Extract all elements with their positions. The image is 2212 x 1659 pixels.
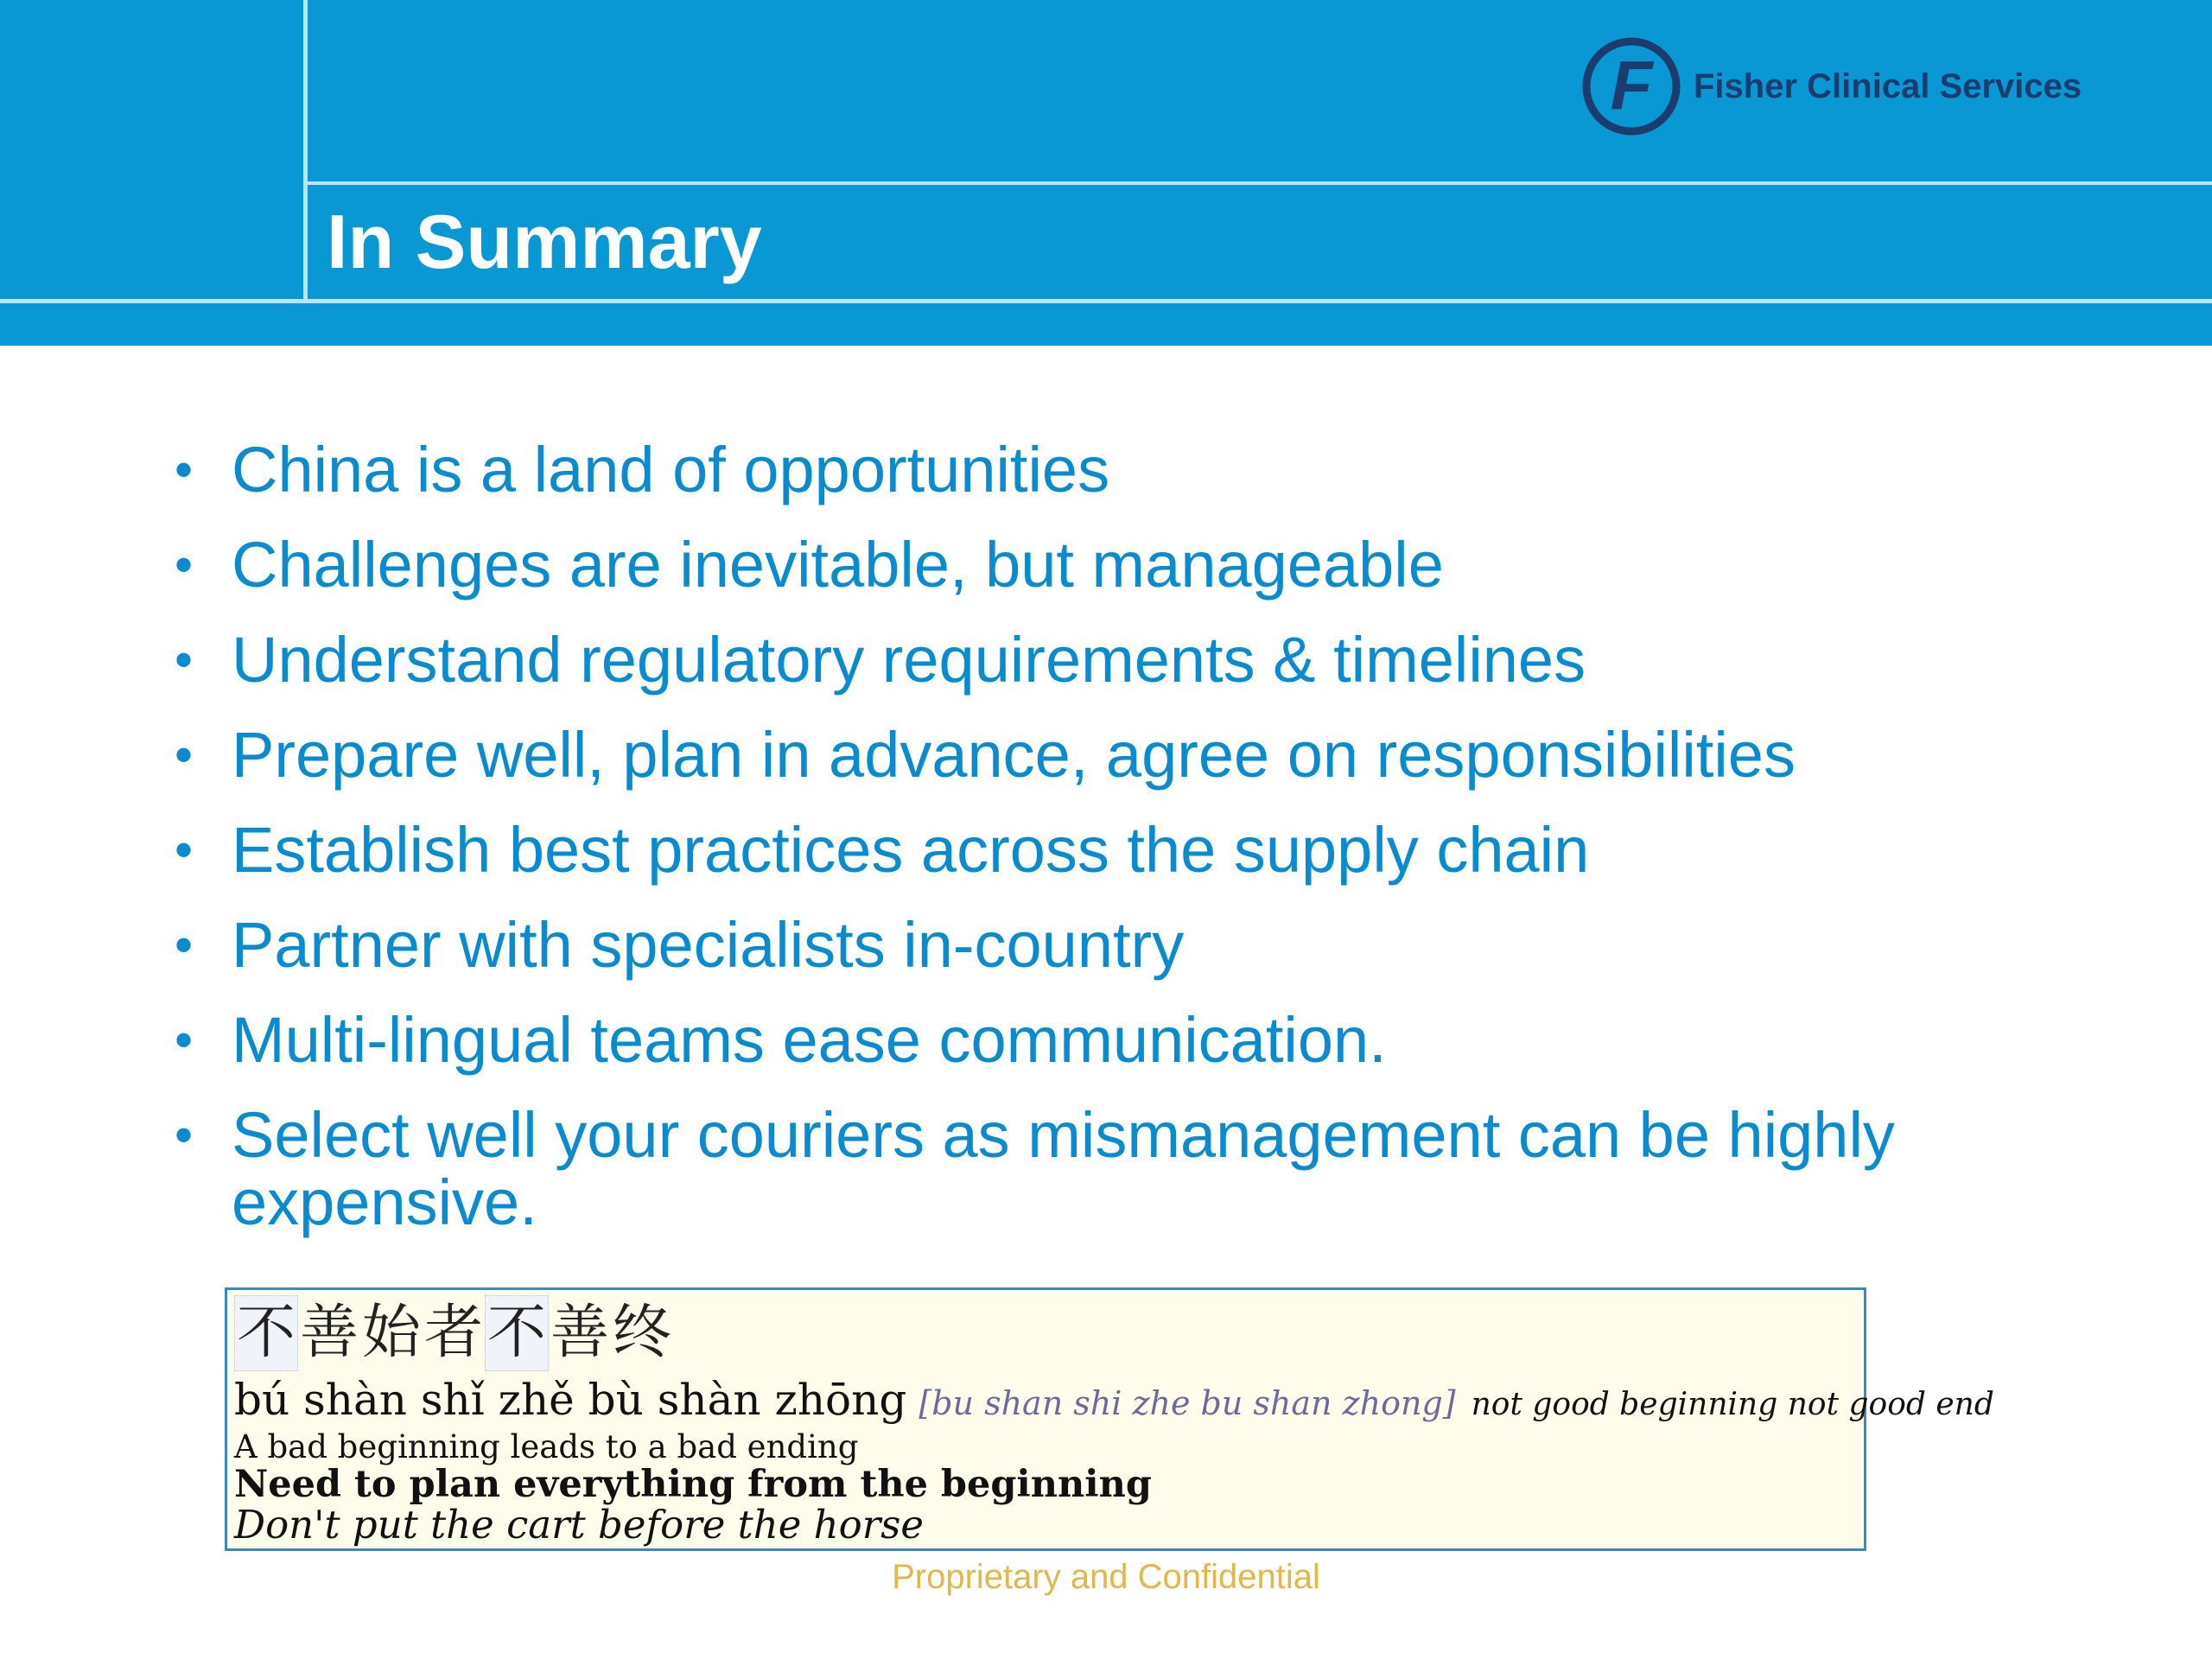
proverb-meaning: A bad beginning leads to a bad ending <box>234 1428 859 1465</box>
proverb-literal: not good beginning not good end <box>1471 1387 1994 1422</box>
proverb-pinyin: bú shàn shǐ zhě bù shàn zhōng <box>234 1375 907 1425</box>
bullet-text: Prepare well, plan in advance, agree on responsibilities <box>232 719 1796 791</box>
proverb-plan-note: Need to plan everything from the beginning <box>234 1463 1152 1506</box>
header-horizontal-divider <box>308 181 2212 185</box>
bullet-icon: • <box>175 1011 194 1069</box>
proverb-char: 始 <box>361 1299 421 1367</box>
bullet-icon: • <box>175 1106 194 1164</box>
summary-bullet-list <box>164 436 2117 1264</box>
bullet-icon: • <box>175 536 194 594</box>
proverb-pinyin-row <box>234 1375 1994 1435</box>
bullet-text: Select well your couriers as mismanagement can be highly expensive. <box>232 1099 1895 1238</box>
bullet-item <box>164 721 2117 789</box>
proverb-char: 善 <box>299 1299 359 1367</box>
brand-name: Fisher Clinical Services <box>1694 67 2082 105</box>
proverb-characters <box>234 1295 673 1373</box>
bullet-item <box>164 1099 2117 1238</box>
bullet-text: Multi-lingual teams ease communication. <box>232 1004 1387 1076</box>
proverb-char: 不 <box>485 1295 549 1371</box>
bullet-item <box>164 1004 2117 1076</box>
proverb-romanization: [bu shan shi zhe bu shan zhong] <box>918 1384 1456 1422</box>
proverb-char: 不 <box>234 1295 298 1371</box>
bullet-text: China is a land of opportunities <box>232 434 1110 505</box>
bullet-icon: • <box>175 726 194 784</box>
logo-letter: F <box>1610 47 1653 124</box>
slide-title: In Summary <box>327 199 762 284</box>
fisher-logo-icon <box>1580 35 1683 138</box>
bullet-icon: • <box>175 631 194 689</box>
bullet-text: Establish best practices across the supply chain <box>232 814 1590 886</box>
proverb-char: 者 <box>423 1299 483 1367</box>
bullet-text: Partner with specialists in-country <box>232 909 1185 981</box>
proverb-char: 终 <box>612 1299 671 1367</box>
bullet-item <box>164 626 2117 694</box>
header-band <box>0 0 2212 346</box>
bullet-item <box>164 436 2117 504</box>
footer-confidential: Proprietary and Confidential <box>892 1558 1320 1596</box>
header-vertical-divider <box>303 0 308 302</box>
header-bottom-divider <box>0 299 2212 303</box>
bullet-item <box>164 531 2117 599</box>
bullet-item <box>164 909 2117 981</box>
bullet-text: Understand regulatory requirements & timelines <box>232 624 1586 696</box>
bullet-icon: • <box>175 916 194 974</box>
proverb-box <box>225 1287 1994 1551</box>
proverb-char: 善 <box>550 1299 609 1367</box>
bullet-item <box>164 814 2117 886</box>
bullet-icon: • <box>175 821 194 879</box>
bullet-icon: • <box>175 441 194 499</box>
proverb-cart-note: Don't put the cart before the horse <box>234 1502 924 1548</box>
bullet-text: Challenges are inevitable, but manageable <box>232 529 1444 601</box>
